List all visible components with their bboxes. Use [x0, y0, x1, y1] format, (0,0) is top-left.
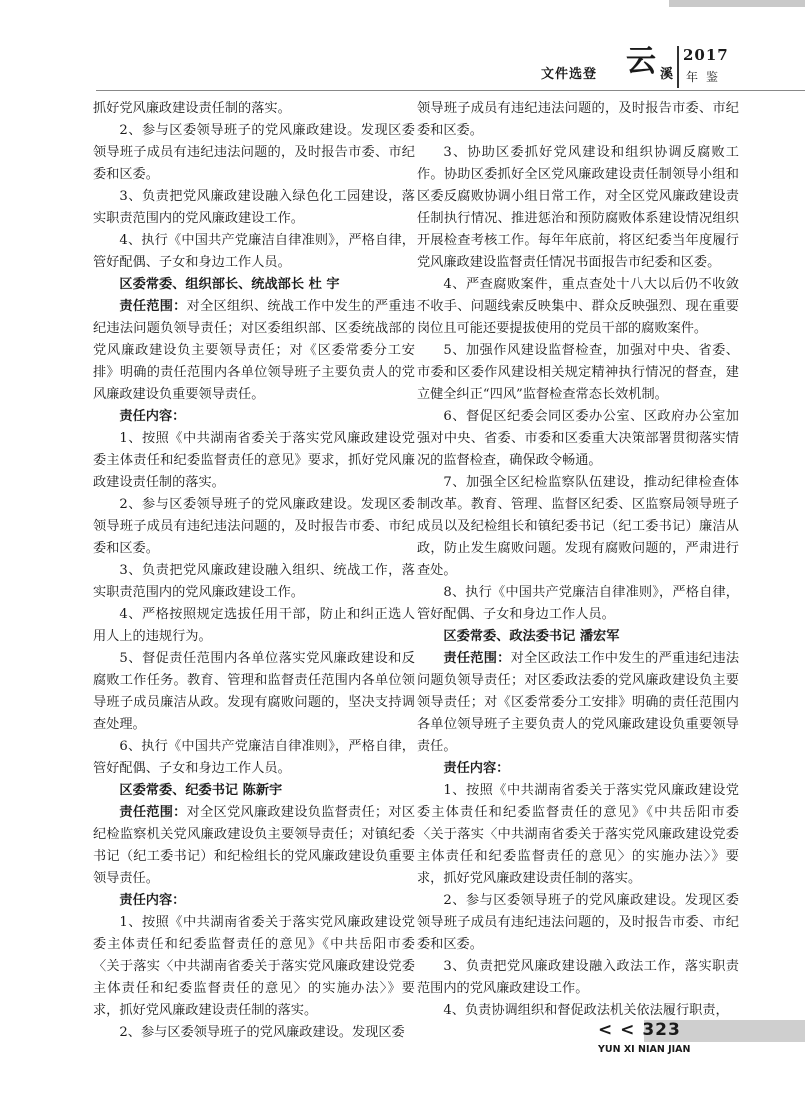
body-paragraph: 6、执行《中国共产党廉洁自律准则》，严格自律，管好配偶、子女和身边工作人员。 [93, 739, 415, 776]
section-heading: 责任内容： [119, 893, 186, 908]
paragraph-label: 责任范围： [443, 651, 511, 666]
section-heading: 责任内容： [443, 761, 510, 776]
right-column [417, 98, 739, 1022]
section-heading: 区委常委、组织部长、统战部长 杜 宇 [119, 277, 340, 292]
body-paragraph: 2、参与区委领导班子的党风廉政建设。发现区委领导班子成员有违纪违法问题的，及时报告市委、市纪委和区委。 [417, 893, 739, 952]
header-divider [677, 46, 679, 88]
responsibility-scope-paragraph [417, 648, 739, 758]
body-paragraph: 4、执行《中国共产党廉洁自律准则》，严格自律，管好配偶、子女和身边工作人员。 [93, 233, 415, 270]
body-paragraph: 6、督促区纪委会同区委办公室、区政府办公室加强对中央、省委、市委和区委重大决策部署贯彻落实情况的监督检查，确保政令畅通。 [417, 409, 739, 468]
body-paragraph: 8、执行《中国共产党廉洁自律准则》，严格自律，管好配偶、子女和身边工作人员。 [417, 585, 739, 622]
paragraph-label: 责任范围： [119, 805, 187, 820]
body-paragraph: 2、参与区委领导班子的党风廉政建设。发现区委领导班子成员有违纪违法问题的，及时报告市委、市纪委和区委。 [93, 497, 415, 556]
body-paragraph: 4、负责协调组织和督促政法机关依法履行职责， [443, 1003, 729, 1018]
section-heading: 区委常委、政法委书记 潘宏军 [443, 629, 620, 644]
body-paragraph: 7、加强全区纪检监察队伍建设，推动纪律检查体制改革。教育、管理、监督区纪委、区监察局领导班子成员以及纪检组长和镇纪委书记（纪工委书记）廉洁从政，防止发生腐败问题。发现有腐败问题的，严肃进行查处。 [417, 475, 739, 578]
header-rule [96, 90, 805, 91]
body-paragraph: 1、按照《中共湖南省委关于落实党风廉政建设党委主体责任和纪委监督责任的意见》要求，抓好党风廉政建设责任制的落实。 [93, 431, 415, 490]
yearbook-logo-main: 云 [626, 44, 656, 79]
paragraph-text: 对全区组织、统战工作中发生的严重违纪违法问题负领导责任；对区委组织部、区委统战部的党风廉政建设负主要领导责任；对《区委常委分工安排》明确的责任范围内各单位领导班子主要负责人的党风廉政建设负重要领导责任。 [93, 299, 416, 402]
header-decor-band [669, 0, 805, 7]
body-paragraph: 3、负责把党风廉政建设融入政法工作，落实职责范围内的党风廉政建设工作。 [417, 959, 739, 996]
paragraph-text: 对全区政法工作中发生的严重违纪违法问题负领导责任；对区委政法委的党风廉政建设负主要领导责任；对《区委常委分工安排》明确的责任范围内各单位领导班子主要负责人的党风廉政建设负重要领导责任。 [417, 651, 740, 754]
paragraph-label: 责任范围： [119, 299, 187, 314]
section-heading: 责任内容： [119, 409, 186, 424]
body-paragraph: 领导班子成员有违纪违法问题的，及时报告市委、市纪委和区委。 [417, 101, 739, 138]
body-paragraph: 3、负责把党风廉政建设融入绿色化工园建设，落实职责范围内的党风廉政建设工作。 [93, 189, 415, 226]
body-paragraph: 5、加强作风建设监督检查，加强对中央、省委、市委和区委作风建设相关规定精神执行情况的督查，建立健全纠正“四风”监督检查常态长效机制。 [417, 343, 739, 402]
page-number: < < 323 [598, 1020, 681, 1040]
body-paragraph: 1、按照《中共湖南省委关于落实党风廉政建设党委主体责任和纪委监督责任的意见》《中共岳阳市委〈关于落实〈中共湖南省委关于落实党风廉政建设党委主体责任和纪委监督责任的意见〉的实施办法〉》要求，抓好党风廉政建设责任制的落实。 [93, 915, 415, 1018]
body-paragraph: 1、按照《中共湖南省委关于落实党风廉政建设党委主体责任和纪委监督责任的意见》《中共岳阳市委〈关于落实〈中共湖南省委关于落实党风廉政建设党委主体责任和纪委监督责任的意见〉的实施办法〉》要求，抓好党风廉政建设责任制的落实。 [417, 783, 739, 886]
body-paragraph: 2、参与区委领导班子的党风廉政建设。发现区委领导班子成员有违纪违法问题的，及时报告市委、市纪委和区委。 [93, 123, 415, 182]
body-paragraph: 3、负责把党风廉政建设融入组织、统战工作，落实职责范围内的党风廉政建设工作。 [93, 563, 415, 600]
page-header [0, 0, 805, 96]
body-paragraph: 4、严格按照规定选拔任用干部，防止和纠正选人用人上的违规行为。 [93, 607, 415, 644]
body-paragraph: 2、参与区委领导班子的党风廉政建设。发现区委 [119, 1025, 405, 1040]
body-paragraph: 抓好党风廉政建设责任制的落实。 [93, 101, 291, 116]
yearbook-label: 年鉴 [686, 70, 727, 84]
left-column [93, 98, 415, 1044]
responsibility-scope-paragraph [93, 802, 415, 890]
paragraph-text: 对全区党风廉政建设负监督责任；对区纪检监察机关党风廉政建设负主要领导责任；对镇纪委书记（纪工委书记）和纪检组长的党风廉政建设负重要领导责任。 [93, 805, 416, 886]
body-paragraph: 3、协助区委抓好党风建设和组织协调反腐败工作。协助区委抓好全区党风廉政建设责任制领导小组和区委反腐败协调小组日常工作，对全区党风廉政建设责任制执行情况、推进惩治和预防腐败体系建设情况组织开展检查考核工作。每年年底前，将区纪委当年度履行党风廉政建设监督责任情况书面报告市纪委和区委。 [417, 145, 739, 270]
footer-pinyin: YUN XI NIAN JIAN [598, 1044, 691, 1055]
body-paragraph: 4、严查腐败案件，重点查处十八大以后仍不收敛不收手、问题线索反映集中、群众反映强烈、现在重要岗位且可能还要提拔使用的党员干部的腐败案件。 [417, 277, 739, 336]
yearbook-year: 2017 [683, 46, 729, 64]
section-title: 文件选登 [541, 67, 598, 82]
section-heading: 区委常委、纪委书记 陈新宇 [119, 783, 283, 798]
yearbook-logo-sub: 溪 [660, 67, 674, 82]
body-paragraph: 5、督促责任范围内各单位落实党风廉政建设和反腐败工作任务。教育、管理和监督责任范围内各单位领导班子成员廉洁从政。发现有腐败问题的，坚决支持调查处理。 [93, 651, 415, 732]
responsibility-scope-paragraph [93, 296, 415, 406]
